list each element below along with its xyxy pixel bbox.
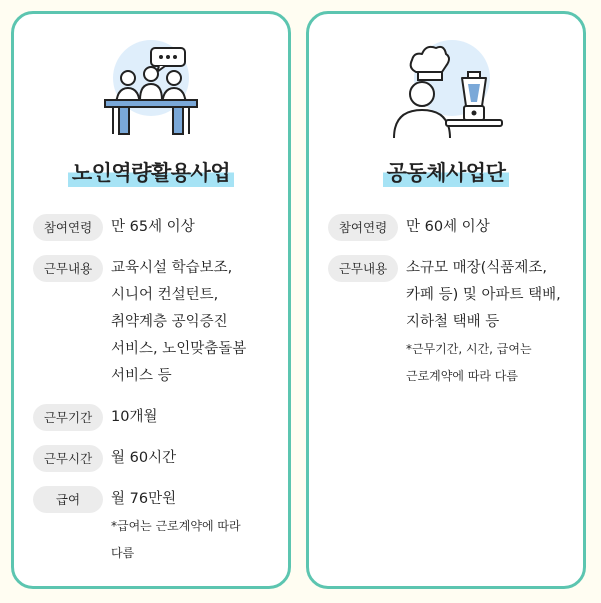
row-value: 서비스 등 xyxy=(111,368,172,384)
row-value: 시니어 컨설턴트, xyxy=(111,287,219,303)
row-label: 참여연령 xyxy=(33,214,103,241)
row-label: 급여 xyxy=(33,486,103,513)
illustration xyxy=(14,38,288,138)
row-value: 서비스, 노인맞춤돌봄 xyxy=(111,341,247,357)
row-value: 만 65세 이상 xyxy=(111,219,195,235)
detail-row-work xyxy=(328,255,575,390)
row-note: *근무기간, 시간, 급여는 xyxy=(406,342,532,356)
row-value: 지하철 택배 등 xyxy=(406,314,500,330)
detail-row-age xyxy=(33,214,280,241)
meeting-people-icon xyxy=(91,38,211,138)
row-value: 10개월 xyxy=(111,409,158,425)
row-label: 근무내용 xyxy=(33,255,103,282)
row-value: 소규모 매장(식품제조, xyxy=(406,260,547,276)
chef-blender-icon xyxy=(386,38,506,138)
detail-row-period xyxy=(33,404,280,431)
row-label: 근무기간 xyxy=(33,404,103,431)
row-value: 월 76만원 xyxy=(111,491,177,507)
program-card-community-business xyxy=(306,11,586,589)
detail-row-work xyxy=(33,255,280,390)
detail-row-hours xyxy=(33,445,280,472)
row-note: 다름 xyxy=(111,546,135,560)
program-card-senior-capacity xyxy=(11,11,291,589)
row-note: 근로계약에 따라 다름 xyxy=(406,369,518,383)
row-label: 근무내용 xyxy=(328,255,398,282)
row-value: 취약계층 공익증진 xyxy=(111,314,228,330)
row-label: 근무시간 xyxy=(33,445,103,472)
row-value: 교육시설 학습보조, xyxy=(111,260,233,276)
detail-row-age xyxy=(328,214,575,241)
detail-list xyxy=(33,214,280,581)
row-note: *급여는 근로계약에 따라 xyxy=(111,519,241,533)
card-title: 공동체사업단 xyxy=(383,157,510,187)
row-value: 월 60시간 xyxy=(111,450,177,466)
row-label: 참여연령 xyxy=(328,214,398,241)
detail-row-pay xyxy=(33,486,280,567)
detail-list xyxy=(328,214,575,404)
illustration xyxy=(309,38,583,138)
card-title: 노인역량활용사업 xyxy=(68,157,234,187)
row-value: 카페 등) 및 아파트 택배, xyxy=(406,287,561,303)
row-value: 만 60세 이상 xyxy=(406,219,490,235)
